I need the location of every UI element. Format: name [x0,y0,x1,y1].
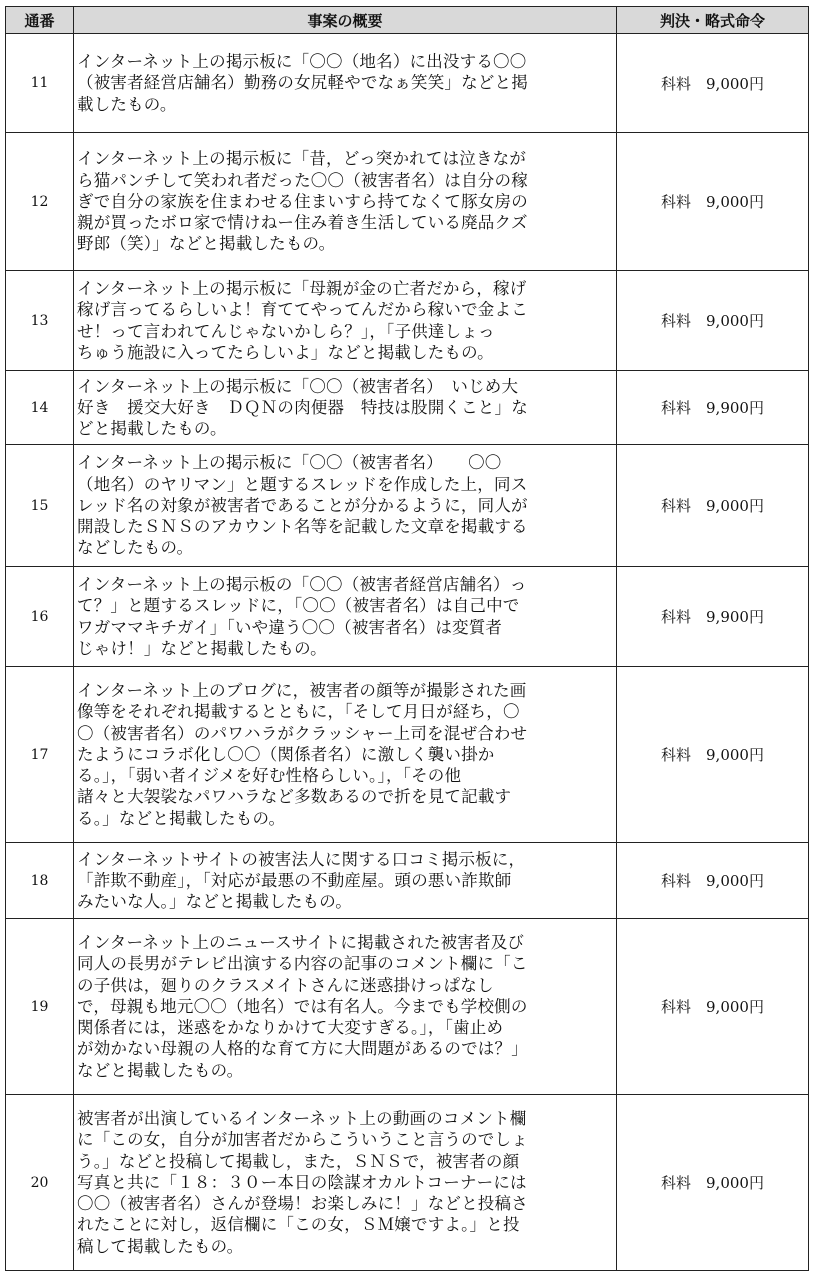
table-row [6,34,809,133]
case-number: 17 [6,667,74,843]
case-verdict: 科料 9,000円 [617,445,809,567]
table-row [6,843,809,919]
case-summary: インターネット上の掲示板に「〇〇（被害者名） 〇〇 （地名）のヤリマン」と題するスレッドを作成した上，同ス レッド名の対象が被害者であることが分かるように，同人が 開設したＳＮＳのアカウント名等を記載した文章を掲載する などしたもの。 [74,445,617,567]
case-summary: インターネット上のニュースサイトに掲載された被害者及び 同人の長男がテレビ出演する内容の記事のコメント欄に「こ の子供は，廻りのクラスメイトさんに迷惑掛けっぱなし で，母親も地元〇〇（地名）では有名人。今までも学校側の 関係者には，迷惑をかなりかけて大変すぎる。」，「歯止め が効かない母親の人格的な育て方に大問題があるのでは？」 などと掲載したもの。 [74,919,617,1095]
case-number: 20 [6,1095,74,1271]
table-row [6,667,809,843]
case-summary: インターネット上の掲示板に「昔，どっ突かれては泣きなが ら猫パンチして笑われ者だった〇〇（被害者名）は自分の稼 ぎで自分の家族を住まわせる住まいすら持てなくて豚女房の 親が買ったボロ家で情けねー住み着き生活している廃品クズ 野郎（笑）」などと掲載したもの。 [74,133,617,271]
case-summary: インターネット上の掲示板に「母親が金の亡者だから，稼げ 稼げ言ってるらしいよ！育ててやってんだから稼いで金よこ せ！って言われてんじゃないかしら？」，「子供達しょっ ちゅう施設に入ってたらしいよ」などと掲載したもの。 [74,271,617,371]
case-summary: 被害者が出演しているインターネット上の動画のコメント欄 に「この女，自分が加害者だからこういうこと言うのでしょ う。」などと投稿して掲載し，また，ＳＮＳで，被害者の顔 写真と共に「１８：３０ー本日の陰謀オカルトコーナーには 〇〇（被害者名）さんが登場！お楽しみに！」などと投稿さ れたことに対し，返信欄に「この女，ＳＭ嬢ですよ。」と投 稿して掲載したもの。 [74,1095,617,1271]
case-number: 11 [6,34,74,133]
case-verdict: 科料 9,000円 [617,271,809,371]
header-number: 通番 [6,7,74,34]
header-verdict: 判決・略式命令 [617,7,809,34]
header-summary: 事案の概要 [74,7,617,34]
table-row [6,1095,809,1271]
case-number: 16 [6,567,74,667]
case-summary: インターネット上のブログに，被害者の顔等が撮影された画 像等をそれぞれ掲載するとともに，「そして月日が経ち，〇 〇（被害者名）のパワハラがクラッシャー上司を混ぜ合わせ たようにコラボ化し〇〇（関係者名）に激しく襲い掛か る。」，「弱い者イジメを好む性格らしい。」，「その他 諸々と大袈裟なパワハラなど多数あるので折を見て記載す る。」などと掲載したもの。 [74,667,617,843]
table-row [6,445,809,567]
case-table [5,6,809,1271]
case-summary: インターネットサイトの被害法人に関する口コミ掲示板に， 「詐欺不動産」，「対応が最悪の不動産屋。頭の悪い詐欺師 みたいな人。」などと掲載したもの。 [74,843,617,919]
case-verdict: 科料 9,000円 [617,919,809,1095]
case-verdict: 科料 9,000円 [617,843,809,919]
table-row [6,271,809,371]
case-summary: インターネット上の掲示板の「〇〇（被害者経営店舗名）っ て？」と題するスレッドに，「〇〇（被害者名）は自己中で ワガママキチガイ」「いや違う〇〇（被害者名）は変質者 じゃけ！」などと掲載したもの。 [74,567,617,667]
case-number: 14 [6,371,74,445]
case-verdict: 科料 9,900円 [617,567,809,667]
case-number: 19 [6,919,74,1095]
case-number: 13 [6,271,74,371]
case-summary: インターネット上の掲示板に「〇〇（地名）に出没する〇〇 （被害者経営店舗名）勤務の女尻軽やでなぁ笑笑」などと掲 載したもの。 [74,34,617,133]
case-number: 18 [6,843,74,919]
table-row [6,371,809,445]
case-verdict: 科料 9,000円 [617,34,809,133]
case-verdict: 科料 9,000円 [617,133,809,271]
table-row [6,567,809,667]
header-row [6,7,809,34]
case-verdict: 科料 9,000円 [617,1095,809,1271]
table-row [6,919,809,1095]
case-verdict: 科料 9,900円 [617,371,809,445]
case-number: 15 [6,445,74,567]
case-number: 12 [6,133,74,271]
table-row [6,133,809,271]
case-summary: インターネット上の掲示板に「〇〇（被害者名） いじめ大 好き 援交大好き ＤＱＮの肉便器 特技は股開くこと」な どと掲載したもの。 [74,371,617,445]
case-verdict: 科料 9,000円 [617,667,809,843]
